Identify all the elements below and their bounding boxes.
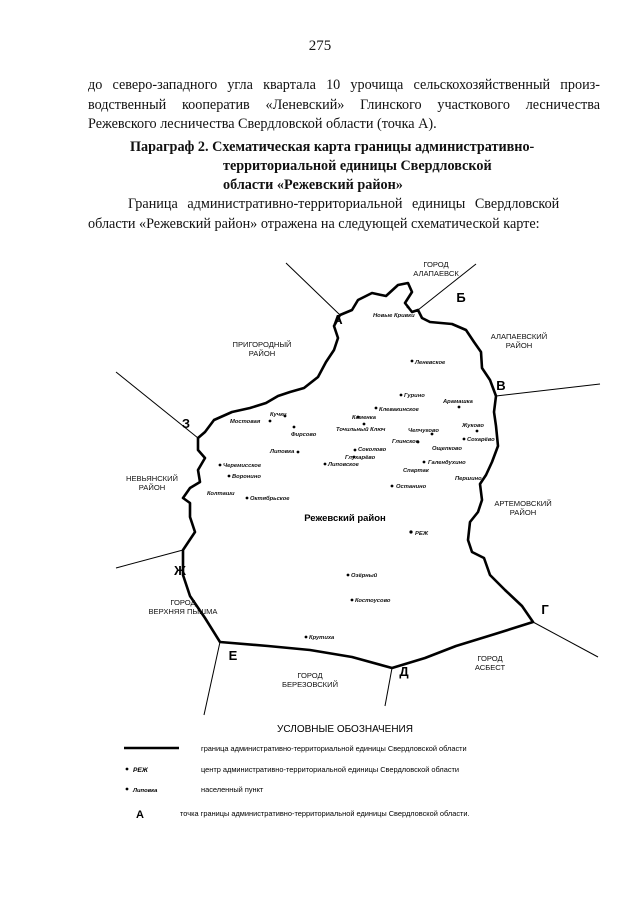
settlement-dot — [354, 449, 357, 452]
settlement-dot — [463, 438, 466, 441]
neighbor-berezovsky-line1: ГОРОД — [297, 671, 323, 680]
settlement-dot — [411, 360, 414, 363]
boundary-line — [116, 550, 183, 568]
settlement-dot-center — [409, 530, 412, 533]
settlement-dot — [363, 423, 366, 426]
settlement-dot — [246, 497, 249, 500]
legend-text-border: граница административно-территориальной единицы Свердловской области — [201, 744, 467, 753]
settlement-ozerny: Озёрный — [351, 573, 378, 579]
boundary-point-b: Б — [456, 290, 466, 305]
settlement-sokolovo: Соколово — [358, 447, 387, 453]
neighbor-berezovsky-line2: БЕРЕЗОВСКИЙ — [281, 680, 339, 689]
settlement-glukharevo: Глухарёво — [345, 455, 376, 461]
settlement-kamenka: Каменка — [352, 415, 377, 421]
page-number: 275 — [308, 38, 332, 54]
intro-line: водственный кооператив «Леневский» Глинского участкового лесничества — [88, 96, 600, 113]
boundary-point-zh: Ж — [174, 563, 186, 578]
legend-settlement-dot — [126, 788, 129, 791]
neighbor-pyshma-line2: ВЕРХНЯЯ ПЫШМА — [148, 607, 218, 616]
neighbor-nevyansky-line2: РАЙОН — [138, 483, 166, 492]
boundary-line — [385, 668, 392, 706]
settlement-lipovskoe: Липовское — [328, 462, 359, 468]
settlement-dot — [458, 406, 461, 409]
settlement-aramashka: Арамашка — [443, 399, 473, 405]
settlement-glinskoe: Глинское — [392, 439, 419, 445]
settlement-klevakinskoe: Клевакинское — [379, 407, 419, 413]
settlement-zhukovo: Жуково — [462, 423, 484, 429]
legend-center-symbol: РЕЖ — [133, 767, 148, 774]
settlement-dot — [305, 636, 308, 639]
settlement-dot — [324, 463, 327, 466]
settlement-dot — [400, 394, 403, 397]
settlement-rezh: РЕЖ — [415, 531, 429, 537]
settlement-lenevskoe: Леневское — [415, 360, 446, 366]
neighbor-prigorodny-line1: ПРИГОРОДНЫЙ — [232, 340, 292, 349]
settlement-gurino: Гурино — [404, 393, 425, 399]
neighbor-artemovsky-line2: РАЙОН — [509, 508, 537, 517]
settlement-dot — [391, 485, 394, 488]
intro-line: Режевского лесничества Свердловской области (точка А). — [88, 116, 437, 132]
settlement-mostovaya: Мостовая — [230, 419, 261, 425]
heading-line: Параграф 2. Схематическая карта границы административно- — [130, 139, 535, 155]
neighbor-alapaevsk-city-line1: ГОРОД — [423, 260, 449, 269]
neighbor-prigorodny-line2: РАЙОН — [248, 349, 276, 358]
legend-text-settlement: населенный пункт — [201, 785, 264, 794]
settlement-sokhar: Сохарёво — [467, 437, 495, 443]
boundary-point-g: Г — [541, 602, 549, 617]
heading-line: территориальной единицы Свердловской — [223, 158, 492, 174]
settlement-dot — [423, 461, 426, 464]
settlement-cheremisskoe: Черемисское — [223, 463, 262, 469]
neighbor-asbest-line1: ГОРОД — [477, 654, 503, 663]
heading-line: области «Режевский район» — [223, 177, 403, 193]
para-line: Граница административно-территориальной единицы Свердловской — [128, 196, 560, 212]
settlement-dot — [375, 407, 378, 410]
boundary-point-v: В — [496, 378, 506, 393]
settlement-dot — [219, 464, 222, 467]
settlement-kuchki: Кучки — [270, 412, 287, 418]
settlement-dot — [297, 451, 300, 454]
settlement-dot — [351, 599, 354, 602]
neighbor-nevyansky-line1: НЕВЬЯНСКИЙ — [125, 474, 179, 483]
legend-text-center: центр административно-территориальной единицы Свердловской области — [201, 765, 460, 774]
district-name-label: Режевский район — [304, 513, 386, 524]
settlement-dot — [347, 574, 350, 577]
neighbor-alapaevsky-line2: РАЙОН — [505, 341, 533, 350]
settlement-chepchugovo: Чепчугово — [408, 428, 439, 434]
settlement-koltashi: Колташи — [207, 491, 235, 497]
settlement-dot — [269, 420, 272, 423]
legend-center-dot — [126, 768, 129, 771]
neighbor-pyshma-line1: ГОРОД — [170, 598, 196, 607]
settlement-dot — [228, 475, 231, 478]
boundary-point-z: З — [181, 416, 191, 431]
settlement-galendukhino: Галендухино — [428, 460, 466, 466]
boundary-line — [496, 384, 600, 396]
neighbor-alapaevsk-city-line2: АЛАПАЕВСК — [413, 269, 459, 278]
boundary-point-e: Е — [228, 648, 238, 663]
neighbor-alapaevsky-line1: АЛАПАЕВСКИЙ — [490, 332, 548, 341]
settlement-lipovka: Липовка — [270, 449, 295, 455]
settlement-dot — [293, 426, 296, 429]
settlement-tochilny-klyuch: Точильный Ключ — [336, 427, 386, 433]
settlement-voronino: Воронино — [232, 474, 261, 480]
boundary-line — [286, 263, 340, 315]
para-line: области «Режевский район» отражена на следующей схематической карте: — [88, 215, 540, 232]
settlement-novye-krivki: Новые Кривки — [373, 313, 415, 319]
settlement-pershino: Першино — [455, 476, 482, 482]
legend-title: УСЛОВНЫЕ ОБОЗНАЧЕНИЯ — [277, 724, 413, 735]
legend-text-point: точка границы административно-территориальной единицы Свердловской области. — [180, 809, 470, 818]
intro-line: до северо-западного угла квартала 10 урочища сельскохозяйственный произ- — [88, 77, 600, 93]
boundary-point-a: А — [333, 312, 343, 327]
settlement-dot — [407, 306, 410, 309]
settlement-krutikha: Крутиха — [309, 635, 335, 641]
boundary-line — [533, 622, 598, 657]
neighbor-artemovsky-line1: АРТЕМОВСКИЙ — [494, 499, 552, 508]
boundary-line — [204, 642, 220, 715]
settlement-ostanino: Останино — [396, 484, 427, 490]
settlement-dot — [476, 430, 479, 433]
settlement-spartak: Спартак — [403, 468, 429, 474]
settlement-kostousovo: Костоусово — [355, 598, 391, 604]
settlement-oktyabrskoe: Октябрьское — [250, 496, 290, 502]
legend-settlement-symbol: Липовка — [133, 788, 158, 794]
settlement-ochenkovo: Ощепково — [432, 446, 462, 452]
settlement-firsovo: Фирсово — [291, 432, 317, 438]
neighbor-asbest-line2: АСБЕСТ — [474, 663, 506, 672]
legend-point-symbol: А — [136, 809, 144, 821]
boundary-point-d: Д — [399, 664, 409, 679]
